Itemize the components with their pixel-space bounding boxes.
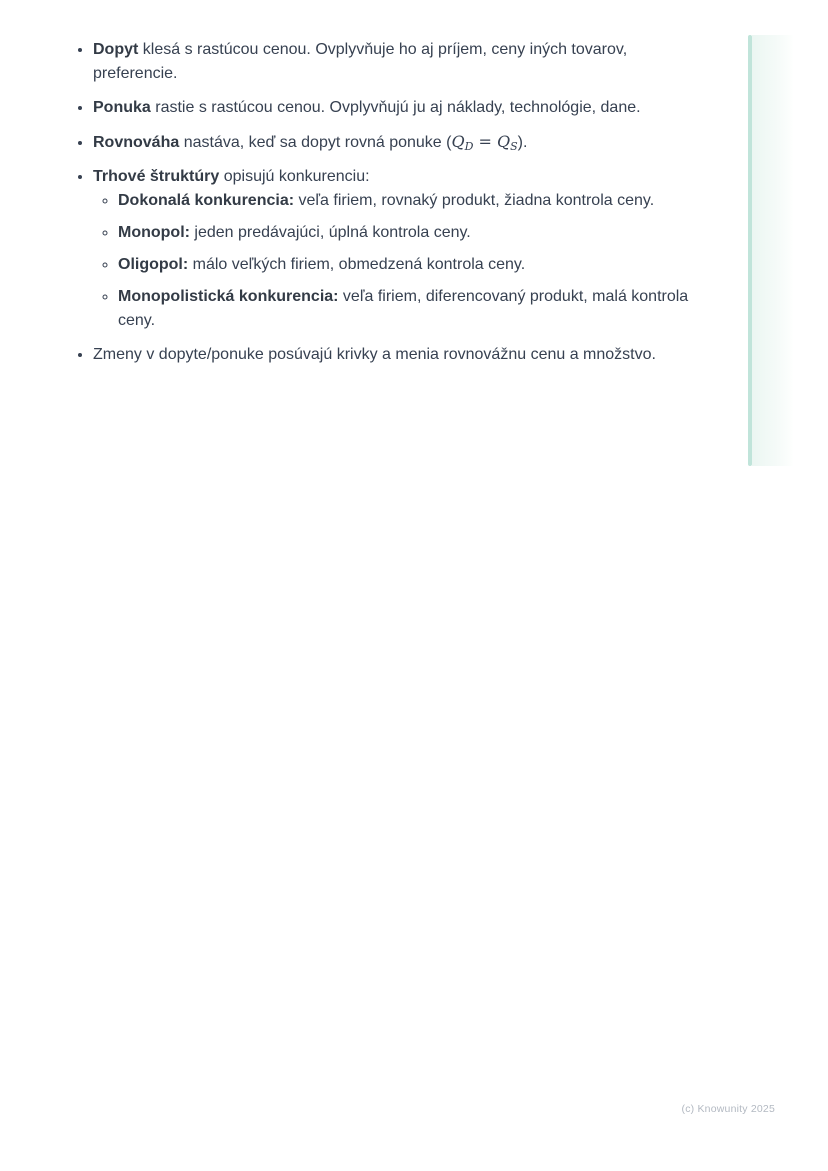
term-dokonala-konkurencia: Dokonalá konkurencia: (118, 192, 295, 209)
term-monopol: Monopol: (118, 224, 190, 241)
math-subscript-s: S (510, 140, 518, 153)
sub-bullet-item-monopol (118, 221, 697, 245)
item-text: veľa firiem, rovnaký produkt, žiadna kontrola ceny. (294, 192, 655, 209)
bullet-item-dopyt (93, 38, 697, 86)
item-text: rastie s rastúcou cenou. Ovplyvňujú ju aj náklady, technológie, dane. (150, 99, 641, 116)
item-text: veľa firiem, diferencovaný produkt, malá kontrola ceny. (118, 288, 689, 329)
sub-bullet-item-monopolisticka-konkurencia (118, 285, 697, 333)
highlight-bar (748, 35, 752, 466)
footer-copyright: (c) Knowunity 2025 (681, 1103, 775, 1115)
item-text: Zmeny v dopyte/ponuke posúvajú krivky a menia rovnovážnu cenu a množstvo. (93, 346, 656, 363)
term-monopolisticka-konkurencia: Monopolistická konkurencia: (118, 288, 339, 305)
sub-bullet-item-oligopol (118, 253, 697, 277)
highlight-panel (752, 35, 793, 466)
bullet-item-trhove-struktury (93, 165, 697, 333)
term-trhove-struktury: Trhové štruktúry (93, 168, 220, 185)
bullet-item-ponuka (93, 96, 697, 120)
math-subscript-d: D (464, 140, 474, 153)
sub-bullet-item-dokonala-konkurencia (118, 189, 697, 213)
item-text: opisujú konkurenciu: (219, 168, 370, 185)
bullet-list (69, 38, 697, 367)
term-dopyt: Dopyt (93, 41, 139, 58)
bullet-item-zmeny (93, 343, 697, 367)
item-text: klesá s rastúcou cenou. Ovplyvňuje ho aj príjem, ceny iných tovarov, preferencie. (93, 41, 628, 82)
item-text-after: ). (517, 134, 528, 151)
equation-qd-equals-qs (451, 132, 517, 151)
bullet-item-rovnovaha (93, 130, 697, 155)
item-text: málo veľkých firiem, obmedzená kontrola ceny. (188, 256, 526, 273)
term-ponuka: Ponuka (93, 99, 151, 116)
notes-content (69, 38, 697, 377)
math-equals-sign: = (473, 132, 497, 151)
sub-bullet-list (93, 189, 697, 333)
math-symbol-q-supply: Q (497, 132, 511, 151)
term-rovnovaha: Rovnováha (93, 134, 180, 151)
item-text: jeden predávajúci, úplná kontrola ceny. (189, 224, 471, 241)
term-oligopol: Oligopol: (118, 256, 189, 273)
math-symbol-q-demand: Q (451, 132, 465, 151)
item-text: nastáva, keď sa dopyt rovná ponuke ( (179, 134, 452, 151)
